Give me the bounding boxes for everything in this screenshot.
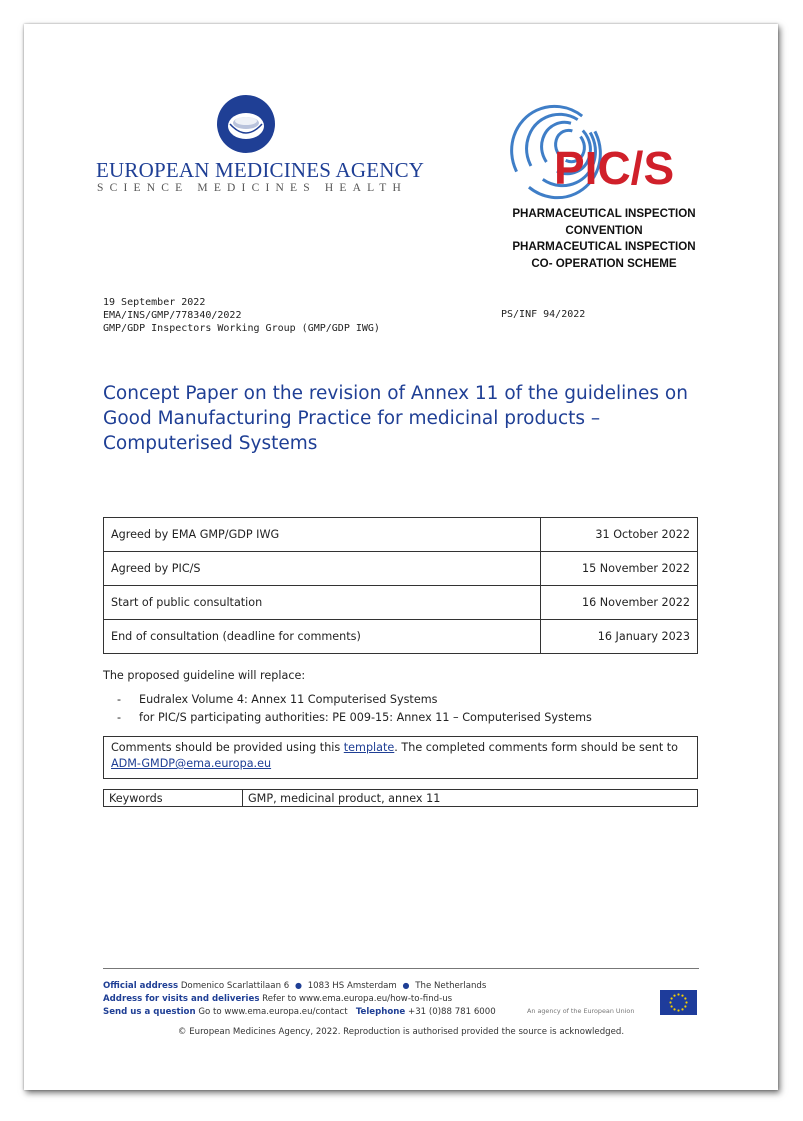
bullet-dot-icon: ● [402, 981, 410, 990]
list-item-text: for PIC/S participating authorities: PE 009-15: Annex 11 – Computerised Systems [139, 711, 592, 724]
footer-label: Address for visits and deliveries [103, 994, 260, 1004]
replace-intro: The proposed guideline will replace: [103, 669, 306, 682]
table-cell-label: Agreed by PIC/S [104, 552, 541, 586]
keywords-value: GMP, medicinal product, annex 11 [243, 790, 698, 807]
comments-text: Comments should be provided using this [111, 741, 344, 754]
footer-text: The Netherlands [415, 981, 487, 991]
footer-label: Send us a question [103, 1007, 196, 1017]
reference-block [103, 296, 380, 335]
ema-reference: EMA/INS/GMP/778340/2022 [103, 310, 242, 321]
footer-question [103, 1006, 496, 1019]
table-cell-label: Start of public consultation [104, 586, 541, 620]
table-row [104, 518, 698, 552]
template-link[interactable]: template [343, 741, 395, 754]
footer-text: 1083 HS Amsterdam [307, 981, 397, 991]
pics-caption-line: CONVENTION [565, 223, 643, 237]
table-cell-date: 16 November 2022 [541, 586, 698, 620]
pics-caption-line: PHARMACEUTICAL INSPECTION [512, 207, 696, 220]
table-row [104, 790, 698, 807]
pics-swirl-icon [506, 92, 726, 212]
footer-text: Go to www.ema.europa.eu/contact [198, 1007, 348, 1017]
email-link[interactable]: ADM-GMDP@ema.europa.eu [111, 757, 272, 770]
table-cell-label: End of consultation (deadline for comments) [104, 620, 541, 654]
footer-visits [103, 993, 496, 1006]
table-cell-date: 15 November 2022 [541, 552, 698, 586]
footer-text: Refer to www.ema.europa.eu/how-to-find-us [262, 994, 453, 1004]
list-item [103, 691, 592, 709]
ema-tagline: SCIENCE MEDICINES HEALTH [97, 182, 408, 194]
comments-box [103, 736, 698, 779]
table-cell-date: 16 January 2023 [541, 620, 698, 654]
eu-flag-icon [660, 990, 697, 1015]
keywords-label: Keywords [104, 790, 243, 807]
ema-emblem-icon [216, 94, 276, 154]
pics-reference: PS/INF 94/2022 [501, 309, 586, 320]
table-cell-label: Agreed by EMA GMP/GDP IWG [104, 518, 541, 552]
document-title: Concept Paper on the revision of Annex 11 of the guidelines on Good Manufacturing Practice for medicinal products – Computerised Systems [103, 383, 688, 454]
footer-divider [103, 968, 699, 969]
working-group: GMP/GDP Inspectors Working Group (GMP/GDP IWG) [103, 323, 380, 334]
bullet-dot-icon: ● [294, 981, 302, 990]
document-page [24, 24, 778, 1090]
list-item-text: Eudralex Volume 4: Annex 11 Computerised Systems [139, 693, 438, 706]
bullet-dash: - [117, 693, 122, 706]
document-date: 19 September 2022 [103, 297, 206, 308]
copyright: © European Medicines Agency, 2022. Reproduction is authorised provided the source is acknowledged. [177, 1027, 625, 1037]
footer-official-address [103, 979, 496, 993]
pics-caption [494, 206, 714, 272]
footer-text: Domenico Scarlattilaan 6 [180, 981, 290, 991]
bullet-dash: - [117, 711, 122, 724]
list-item [103, 709, 592, 727]
footer [103, 979, 496, 1019]
pics-caption-line: PHARMACEUTICAL INSPECTION [512, 240, 696, 253]
agency-of-eu: An agency of the European Union [527, 1007, 635, 1015]
table-cell-date: 31 October 2022 [541, 518, 698, 552]
ema-name: EUROPEAN MEDICINES AGENCY [96, 158, 425, 182]
footer-label: Telephone [355, 1007, 406, 1017]
comments-text-after: . The completed comments form should be sent to [394, 741, 678, 754]
footer-text: +31 (0)88 781 6000 [408, 1007, 496, 1017]
keywords-table [103, 789, 698, 807]
pics-caption-line: CO- OPERATION SCHEME [531, 256, 677, 270]
table-row [104, 586, 698, 620]
table-row [104, 620, 698, 654]
replace-list [103, 691, 592, 727]
dates-table [103, 517, 698, 654]
footer-label: Official address [103, 981, 179, 991]
table-row [104, 552, 698, 586]
pics-logo-text: PIC/S [554, 142, 675, 194]
